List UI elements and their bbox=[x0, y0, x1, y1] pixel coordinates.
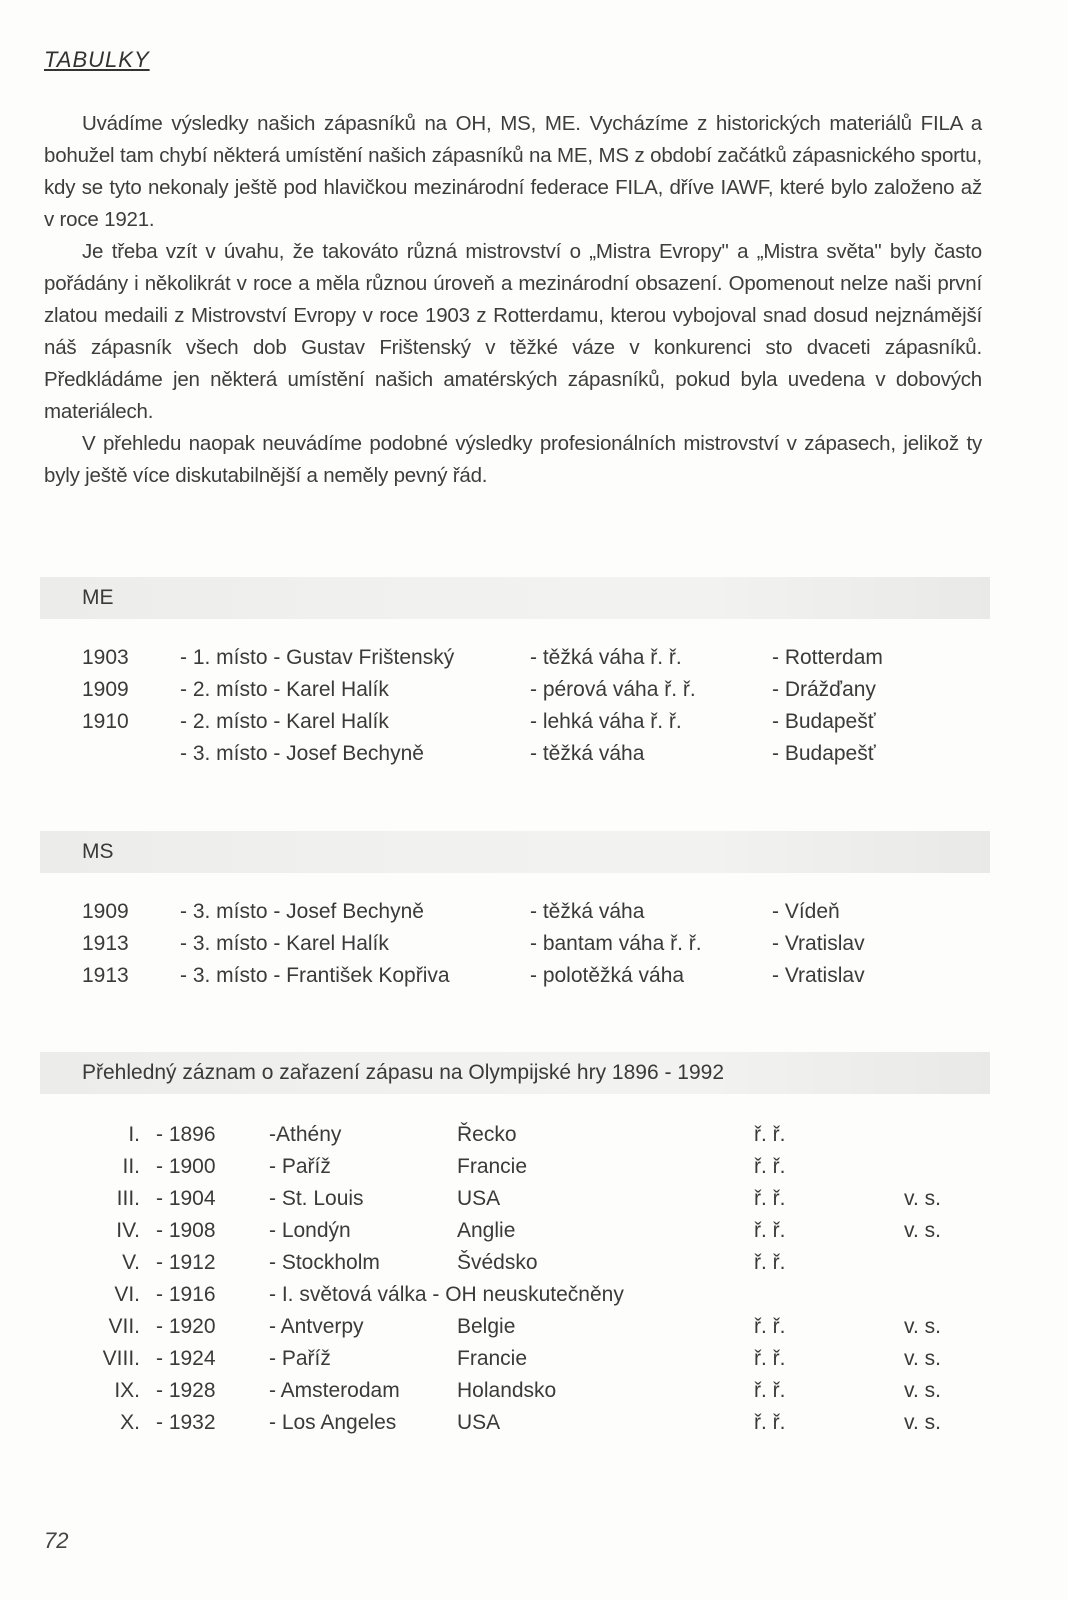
year-cell: - 1900 bbox=[156, 1155, 216, 1178]
page-number: 72 bbox=[44, 1528, 69, 1553]
year-cell: - 1908 bbox=[156, 1219, 216, 1242]
year-cell: 1909 bbox=[82, 678, 129, 701]
style-freestyle-cell: v. s. bbox=[904, 1187, 941, 1210]
style-freestyle-cell: v. s. bbox=[904, 1347, 941, 1370]
city-cell: - Vratislav bbox=[772, 932, 865, 955]
oh-section-band bbox=[40, 1052, 990, 1094]
place-cell: - 2. místo - Karel Halík bbox=[180, 710, 389, 733]
table-row bbox=[0, 1315, 1068, 1347]
place-cell: - 3. místo - Josef Bechyně bbox=[180, 742, 424, 765]
city-cell: - Budapešť bbox=[772, 742, 876, 765]
table-row bbox=[0, 1187, 1068, 1219]
weight-cell: - pérová váha ř. ř. bbox=[530, 678, 696, 701]
oh-section-title: Přehledný záznam o zařazení zápasu na Olympijské hry 1896 - 1992 bbox=[82, 1061, 725, 1084]
year-cell: 1913 bbox=[82, 932, 129, 955]
country-cell: Holandsko bbox=[457, 1379, 557, 1402]
city-cell: -Athény bbox=[269, 1123, 342, 1146]
year-cell: - 1916 bbox=[156, 1283, 216, 1306]
city-cell: - Drážďany bbox=[772, 678, 876, 701]
city-cell: - St. Louis bbox=[269, 1187, 364, 1210]
year-cell: 1909 bbox=[82, 900, 129, 923]
country-cell: Švédsko bbox=[457, 1251, 538, 1274]
me-section-band bbox=[40, 577, 990, 619]
country-cell: Belgie bbox=[457, 1315, 516, 1338]
table-row bbox=[0, 1123, 1068, 1155]
style-greco-roman-cell: ř. ř. bbox=[754, 1187, 786, 1210]
olympiad-number-cell: VI. bbox=[114, 1283, 140, 1306]
style-greco-roman-cell: ř. ř. bbox=[754, 1123, 786, 1146]
table-row bbox=[0, 1411, 1068, 1443]
table-row bbox=[0, 1219, 1068, 1251]
style-freestyle-cell: v. s. bbox=[904, 1411, 941, 1434]
city-cell: - Paříž bbox=[269, 1155, 331, 1178]
olympiad-number-cell: IV. bbox=[116, 1219, 140, 1242]
style-greco-roman-cell: ř. ř. bbox=[754, 1155, 786, 1178]
country-cell: USA bbox=[457, 1411, 501, 1434]
year-cell: - 1920 bbox=[156, 1315, 216, 1338]
country-cell: Francie bbox=[457, 1155, 528, 1178]
place-cell: - 2. místo - Karel Halík bbox=[180, 678, 389, 701]
olympiad-number-cell: IX. bbox=[114, 1379, 140, 1402]
place-cell: - 3. místo - Josef Bechyně bbox=[180, 900, 424, 923]
olympiad-number-cell: I. bbox=[128, 1123, 140, 1146]
olympiad-number-cell: II. bbox=[122, 1155, 140, 1178]
olympiad-number-cell: VII. bbox=[108, 1315, 140, 1338]
ms-section-title: MS bbox=[82, 840, 114, 863]
place-cell: - 3. místo - František Kopřiva bbox=[180, 964, 450, 987]
city-cell: - Rotterdam bbox=[772, 646, 883, 669]
weight-cell: - těžká váha bbox=[530, 900, 645, 923]
year-cell: 1913 bbox=[82, 964, 129, 987]
style-greco-roman-cell: ř. ř. bbox=[754, 1219, 786, 1242]
city-cell: - Stockholm bbox=[269, 1251, 380, 1274]
year-cell: 1903 bbox=[82, 646, 129, 669]
country-cell: Anglie bbox=[457, 1219, 516, 1242]
ms-section-band bbox=[40, 831, 990, 873]
intro-paragraph: Je třeba vzít v úvahu, že takováto různá mistrovství o „Mistra Evropy" a „Mistra světa" byly často pořádány i několikrát v roce a měla různou úroveň a mezinárodní obsazení. Opomenout nelze naši první zlatou medaili z Mistrovství Evropy v roce 1903 z Rotterdamu, kterou vybojoval snad dosud nejznámější náš zápasník všech dob Gustav Frištenský v těžké váze v konkurenci sto dvaceti zápasníků. Předkládáme jen některá umístění našich amatérských zápasníků, pokud byla uvedena v dobových materiálech. bbox=[44, 240, 982, 423]
country-cell: Řecko bbox=[457, 1123, 517, 1146]
olympiad-number-cell: III. bbox=[116, 1187, 140, 1210]
year-cell: - 1896 bbox=[156, 1123, 216, 1146]
table-row bbox=[0, 1347, 1068, 1379]
country-cell: Francie bbox=[457, 1347, 528, 1370]
style-greco-roman-cell: ř. ř. bbox=[754, 1379, 786, 1402]
place-cell: - 1. místo - Gustav Frištenský bbox=[180, 646, 455, 669]
year-cell: 1910 bbox=[82, 710, 129, 733]
style-greco-roman-cell: ř. ř. bbox=[754, 1347, 786, 1370]
year-cell: - 1932 bbox=[156, 1411, 216, 1434]
city-cell: - I. světová válka - OH neuskutečněny bbox=[269, 1283, 624, 1306]
table-row bbox=[0, 1379, 1068, 1411]
table-row bbox=[0, 1283, 1068, 1315]
intro-paragraph: V přehledu naopak neuvádíme podobné výsledky profesionálních mistrovství v zápasech, jelikož ty byly ještě více diskutabilnější a neměly pevný řád. bbox=[44, 432, 982, 487]
place-cell: - 3. místo - Karel Halík bbox=[180, 932, 389, 955]
intro-paragraph: Uvádíme výsledky našich zápasníků na OH, MS, ME. Vycházíme z historických materiálů FILA a bohužel tam chybí některá umístění našich zápasníků na ME, MS z období začátků zápasnického sportu, kdy se tyto nekonaly ještě pod hlavičkou mezinárodní federace FILA, dříve IAWF, které bylo založeno až v roce 1921. bbox=[44, 112, 982, 231]
city-cell: - Amsterodam bbox=[269, 1379, 400, 1402]
table-row bbox=[0, 1155, 1068, 1187]
country-cell: USA bbox=[457, 1187, 501, 1210]
weight-cell: - těžká váha bbox=[530, 742, 645, 765]
city-cell: - Los Angeles bbox=[269, 1411, 397, 1434]
city-cell: - Paříž bbox=[269, 1347, 331, 1370]
weight-cell: - těžká váha ř. ř. bbox=[530, 646, 682, 669]
me-section-title: ME bbox=[82, 586, 114, 609]
page-heading: TABULKY bbox=[44, 47, 150, 72]
city-cell: - Antverpy bbox=[269, 1315, 364, 1338]
weight-cell: - polotěžká váha bbox=[530, 964, 685, 987]
style-greco-roman-cell: ř. ř. bbox=[754, 1411, 786, 1434]
olympiad-number-cell: VIII. bbox=[102, 1347, 140, 1370]
style-greco-roman-cell: ř. ř. bbox=[754, 1315, 786, 1338]
year-cell: - 1928 bbox=[156, 1379, 216, 1402]
weight-cell: - lehká váha ř. ř. bbox=[530, 710, 682, 733]
city-cell: - Vratislav bbox=[772, 964, 865, 987]
year-cell: - 1912 bbox=[156, 1251, 216, 1274]
style-freestyle-cell: v. s. bbox=[904, 1219, 941, 1242]
city-cell: - Vídeň bbox=[772, 900, 840, 923]
olympiad-number-cell: X. bbox=[120, 1411, 140, 1434]
style-freestyle-cell: v. s. bbox=[904, 1315, 941, 1338]
year-cell: - 1904 bbox=[156, 1187, 216, 1210]
style-greco-roman-cell: ř. ř. bbox=[754, 1251, 786, 1274]
intro-text bbox=[44, 108, 982, 492]
weight-cell: - bantam váha ř. ř. bbox=[530, 932, 702, 955]
table-row bbox=[0, 1251, 1068, 1283]
style-freestyle-cell: v. s. bbox=[904, 1379, 941, 1402]
olympiad-number-cell: V. bbox=[122, 1251, 140, 1274]
city-cell: - Londýn bbox=[269, 1219, 351, 1242]
year-cell: - 1924 bbox=[156, 1347, 216, 1370]
city-cell: - Budapešť bbox=[772, 710, 876, 733]
